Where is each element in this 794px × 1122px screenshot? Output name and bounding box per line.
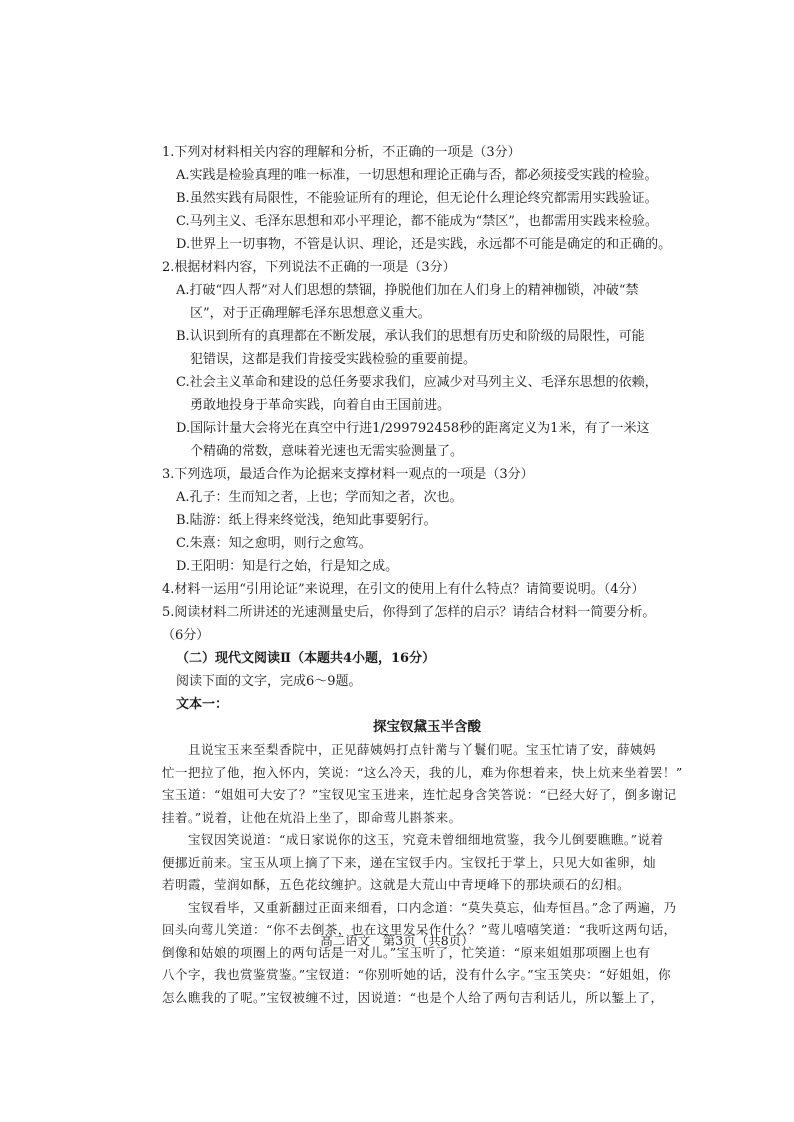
text-line: D.王阳明：知是行之始，行是知之成。 xyxy=(176,559,399,574)
text-line: C.朱熹：知之愈明，则行之愈笃。 xyxy=(176,536,372,551)
text-line: （二）现代文阅读Ⅱ（本题共4小题，16分） xyxy=(176,651,436,666)
text-line: 个精确的常数，意味着光速也无需实验测量了。 xyxy=(190,444,464,459)
text-line: 八个字，我也赏鉴赏鉴。”宝钗道：“你别听她的话，没有什么字。”宝玉笑央：“好姐姐，你 xyxy=(162,967,672,982)
text-line: 犯错误，这都是我们肯接受实践检验的重要前提。 xyxy=(190,352,477,367)
text-line: 宝钗因笑说道：“成日家说你的这玉，究竟未曾细细地赏鉴，我今儿倒要瞧瞧。”说着 xyxy=(188,832,664,847)
text-line: 区”，对于正确理解毛泽东思想意义重大。 xyxy=(190,306,431,321)
text-line: 3.下列选项，最适合作为论据来支撑材料一观点的一项是（3分） xyxy=(162,467,534,482)
text-line: D.国际计量大会将光在真空中行进1/299792458秒的距离定义为1米，有了一米这 xyxy=(176,421,650,436)
text-line: 5.阅读材料二所讲述的光速测量史后，你得到了怎样的启示？请结合材料一简要分析。 xyxy=(162,605,656,620)
text-line: B.认识到所有的真理都在不断发展，承认我们的思想有历史和阶级的局限性，可能 xyxy=(176,329,645,344)
page-footer: 高二语文 第3页（共8页） xyxy=(320,933,474,948)
text-line: B.虽然实践有局限性，不能验证所有的理论，但无论什么理论终究都需用实践验证。 xyxy=(176,191,658,206)
text-line: 4.材料一运用“引用论证”来说理，在引文的使用上有什么特点？请简要说明。（4分） xyxy=(162,582,645,597)
text-line: 2.根据材料内容，下列说法不正确的一项是（3分） xyxy=(162,260,456,275)
text-line: 宝玉道：“姐姐可大安了？”宝钗见宝玉进来，连忙起身含笑答说：“已经大好了，倒多谢记 xyxy=(162,787,677,802)
text-line: D.世界上一切事物，不管是认识、理论，还是实践，永远都不可能是确定的和正确的。 xyxy=(176,237,672,252)
text-line: 阅读下面的文字，完成6～9题。 xyxy=(176,674,362,689)
text-line: 怎么瞧我的了呢。”宝钗被缠不过，因说道：“也是个人给了两句吉利话儿，所以錾上了， xyxy=(162,989,664,1005)
text-line: 挂着。”说着，让他在炕沿上坐了，即命莺儿斟茶来。 xyxy=(162,809,462,825)
text-line: A.实践是检验真理的唯一标准，一切思想和理论正确与否，都必须接受实践的检验。 xyxy=(176,168,658,183)
text-line: 便挪近前来。宝玉从项上摘了下来，递在宝钗手内。宝钗托于掌上，只见大如雀卵，灿 xyxy=(162,854,657,870)
text-line: C.马列主义、毛泽东思想和邓小平理论，都不能成为“禁区”，也都需用实践来检验。 xyxy=(176,214,658,229)
text-line: B.陆游：纸上得来终觉浅，绝知此事要躬行。 xyxy=(176,513,437,528)
text-line: 倒像和姑娘的项圈上的两句话是一对儿。”宝玉听了，忙笑道：“原来姐姐那项圈上也有 xyxy=(162,944,651,960)
text-line: 且说宝玉来至梨香院中，正见薛姨妈打点针黹与丫鬟们呢。宝玉忙请了安，薛姨妈 xyxy=(188,742,657,757)
text-line: 若明霞，莹润如酥，五色花纹缠护。这就是大荒山中青埂峰下的那块顽石的幻相。 xyxy=(162,877,631,892)
page-content xyxy=(162,141,692,1009)
text-line: A.孔子：生而知之者，上也；学而知之者，次也。 xyxy=(176,490,463,505)
text-line: 忙一把拉了他，抱入怀内，笑说：“这么冷天，我的儿，难为你想着来，快上炕来坐着罢！” xyxy=(162,764,683,780)
text-line: C.社会主义革命和建设的总任务要求我们，应减少对马列主义、毛泽东思想的依赖， xyxy=(176,375,658,390)
text-line: 勇敢地投身于革命实践，向着自由王国前进。 xyxy=(190,398,451,413)
text-line: A.打破“四人帮”对人们思想的禁锢，挣脱他们加在人们身上的精神枷锁，冲破“禁 xyxy=(176,283,639,298)
text-line: 文本一： xyxy=(176,697,229,712)
text-line: 1.下列对材料相关内容的理解和分析，不正确的一项是（3分） xyxy=(162,145,521,160)
text-line: 宝钗看毕，又重新翻过正面来细看，口内念道：“莫失莫忘，仙寿恒昌。”念了两遍，乃 xyxy=(188,899,677,915)
text-line: （6分） xyxy=(162,628,210,643)
text-line: 回头向莺儿笑道：“你不去倒茶，也在这里发呆作什么？”莺儿嘻嘻笑道：“我听这两句话， xyxy=(162,922,677,937)
text-line: 探宝钗黛玉半含酸 xyxy=(373,719,481,735)
